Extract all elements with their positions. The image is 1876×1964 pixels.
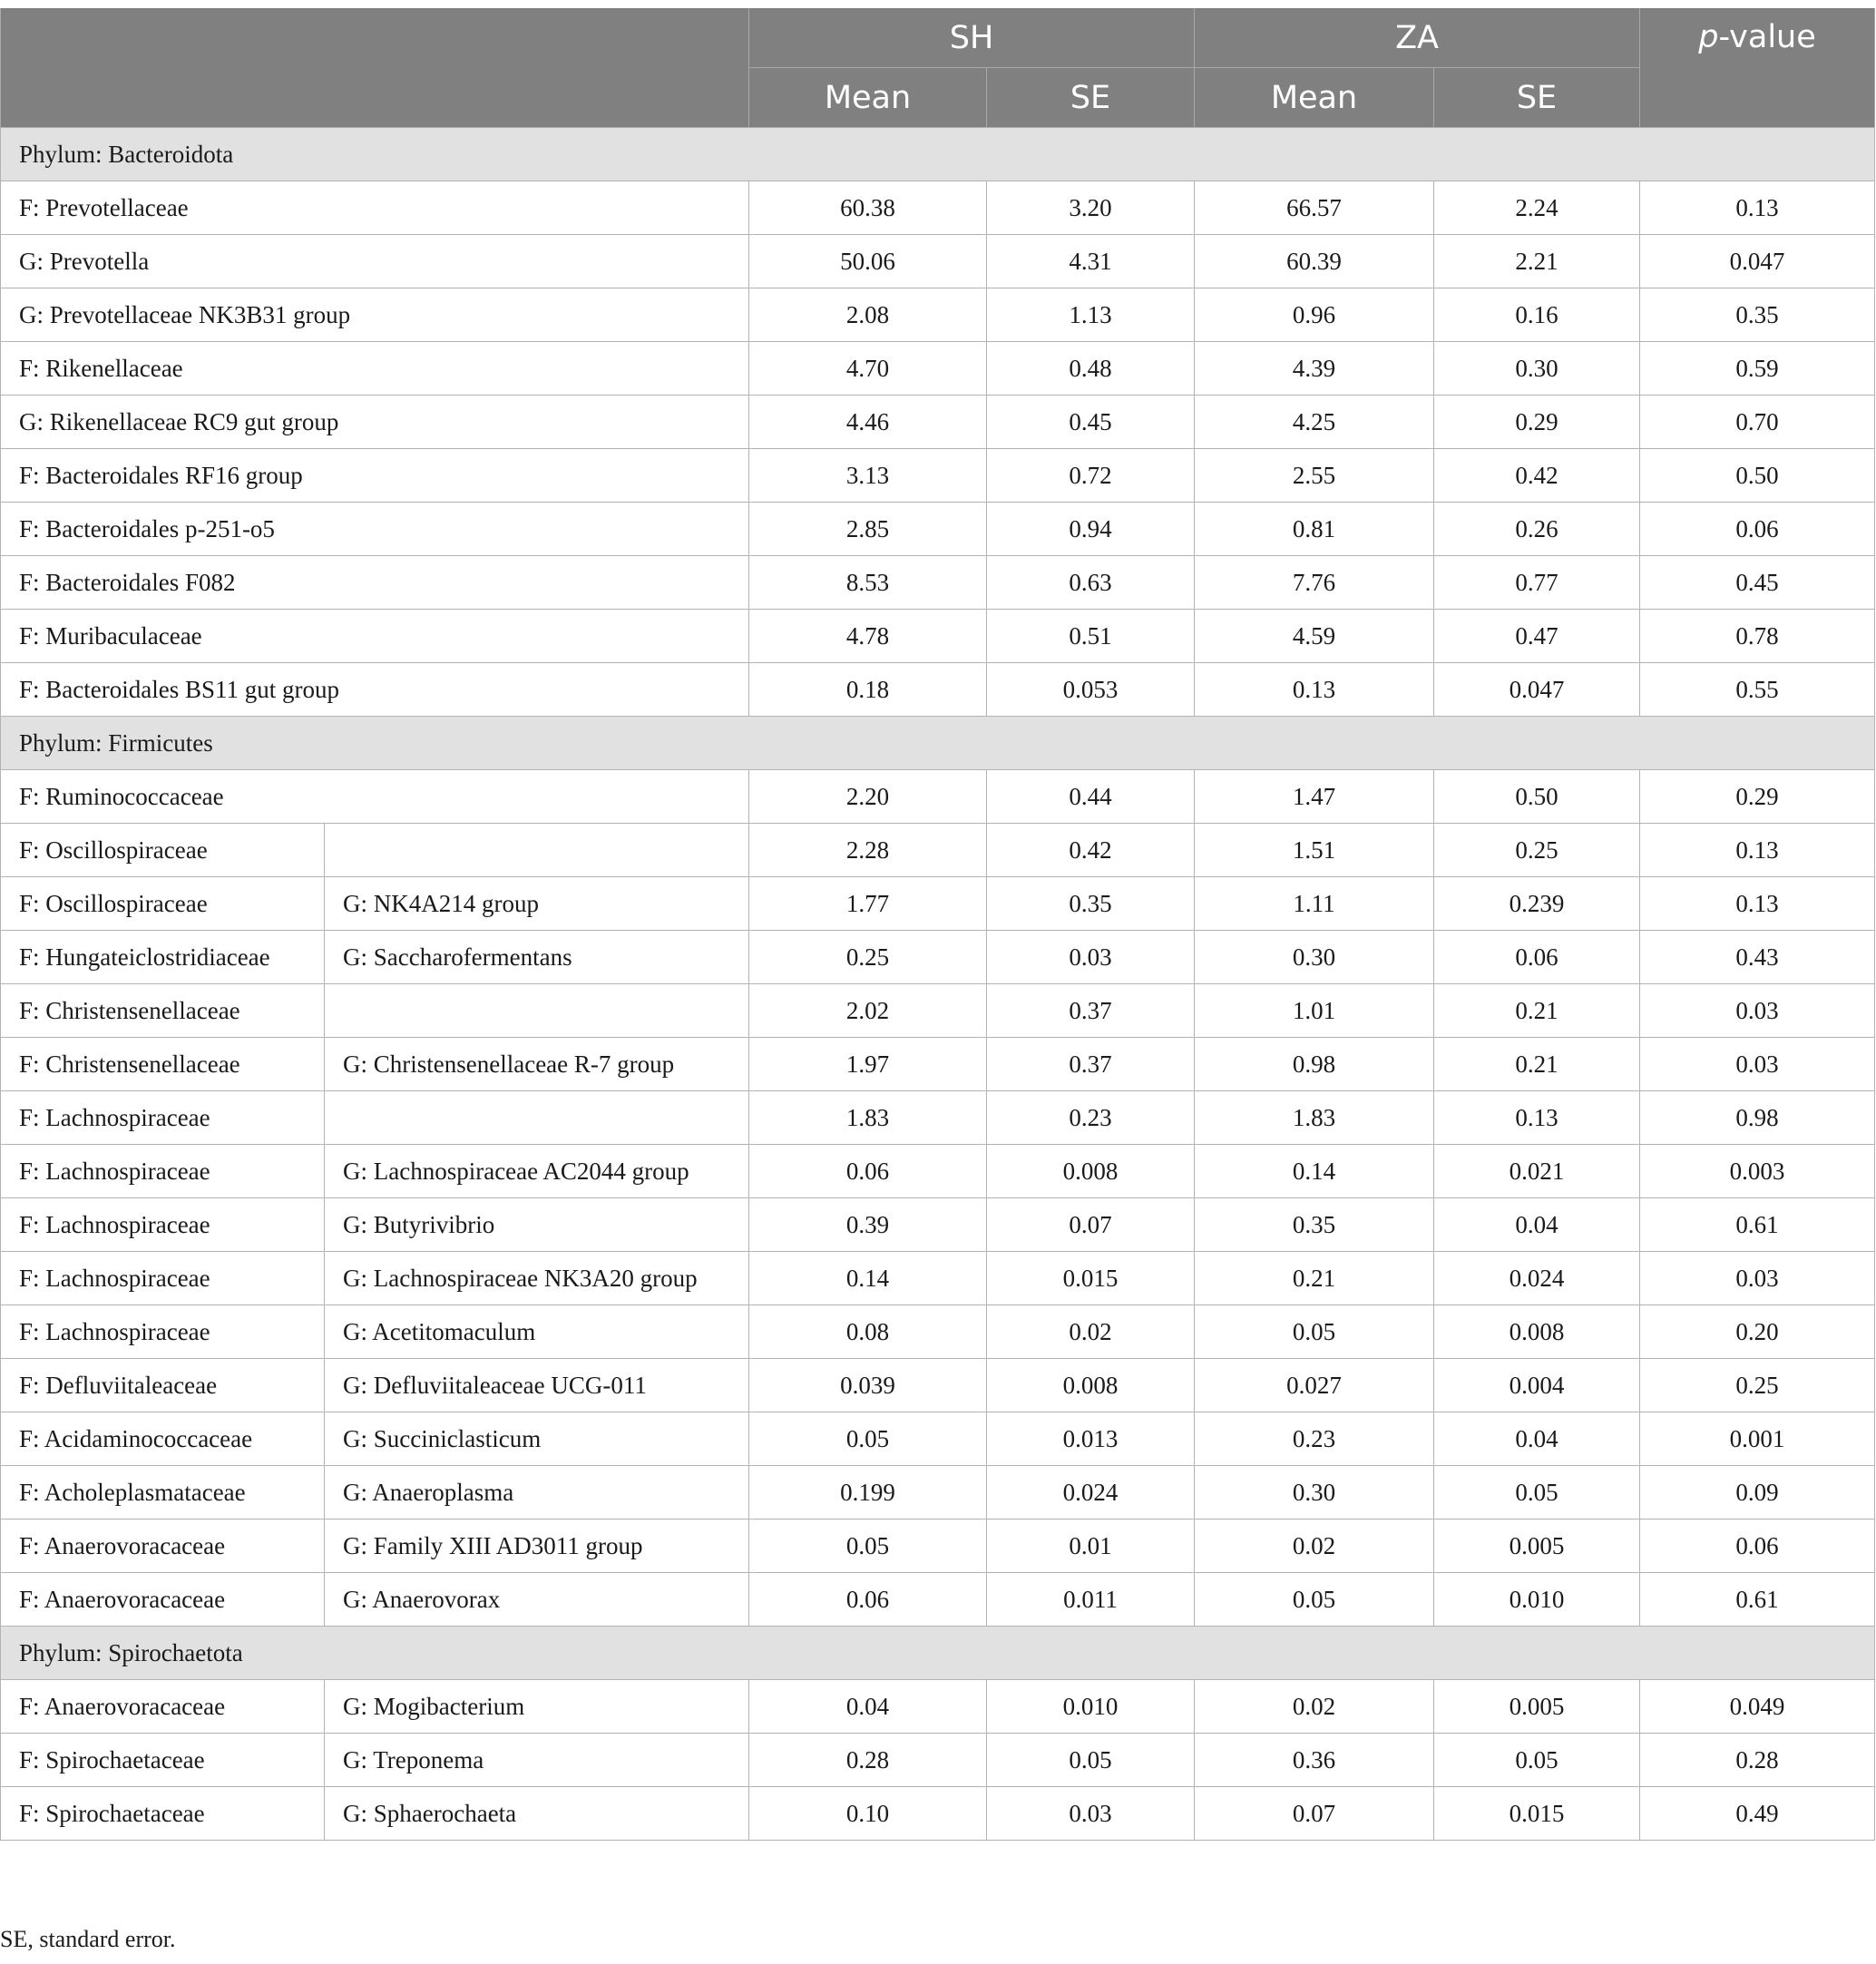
family-cell: F: Lachnospiraceae [1,1145,325,1198]
p-value-cell: 0.29 [1640,770,1875,824]
family-cell: F: Spirochaetaceae [1,1787,325,1841]
za-se-cell: 0.021 [1434,1145,1640,1198]
sh-se-cell: 0.05 [987,1734,1195,1787]
za-mean-cell: 4.59 [1195,610,1434,663]
p-value-cell: 0.03 [1640,1252,1875,1305]
table-row [1,877,1875,931]
za-mean-cell: 0.14 [1195,1145,1434,1198]
taxon-cell: G: Prevotella [1,235,749,288]
sh-mean-cell: 4.78 [749,610,987,663]
sh-se-cell: 0.35 [987,877,1195,931]
p-value-cell: 0.047 [1640,235,1875,288]
za-se-cell: 0.04 [1434,1198,1640,1252]
p-value-cell: 0.49 [1640,1787,1875,1841]
p-value-cell: 0.03 [1640,984,1875,1038]
sh-se-cell: 0.010 [987,1680,1195,1734]
sh-mean-cell: 3.13 [749,449,987,503]
za-mean-cell: 0.21 [1195,1252,1434,1305]
sh-mean-cell: 0.039 [749,1359,987,1412]
za-se-cell: 0.024 [1434,1252,1640,1305]
za-mean-cell: 1.01 [1195,984,1434,1038]
za-mean-cell: 0.05 [1195,1305,1434,1359]
taxon-cell: F: Bacteroidales F082 [1,556,749,610]
sh-mean-cell: 0.06 [749,1573,987,1627]
za-mean-cell: 4.25 [1195,396,1434,449]
za-se-cell: 0.50 [1434,770,1640,824]
za-mean-cell: 1.47 [1195,770,1434,824]
za-se-cell: 0.21 [1434,984,1640,1038]
genus-cell: G: Anaeroplasma [325,1466,749,1519]
za-se-cell: 0.21 [1434,1038,1640,1091]
p-value-cell: 0.98 [1640,1091,1875,1145]
table-row [1,1252,1875,1305]
p-value-cell: 0.59 [1640,342,1875,396]
sh-se-cell: 0.01 [987,1519,1195,1573]
za-mean-cell: 0.13 [1195,663,1434,717]
section-title: Phylum: Spirochaetota [1,1627,1875,1680]
genus-cell: G: Sphaerochaeta [325,1787,749,1841]
sh-se-cell: 0.053 [987,663,1195,717]
family-cell: F: Christensenellaceae [1,1038,325,1091]
sh-mean-cell: 4.70 [749,342,987,396]
za-se-cell: 0.25 [1434,824,1640,877]
sh-mean-cell: 2.02 [749,984,987,1038]
table-row [1,931,1875,984]
table-row [1,396,1875,449]
sh-se-cell: 0.23 [987,1091,1195,1145]
za-se-cell: 0.005 [1434,1519,1640,1573]
genus-cell: G: Lachnospiraceae AC2044 group [325,1145,749,1198]
za-mean-cell: 0.23 [1195,1412,1434,1466]
za-se-cell: 0.008 [1434,1305,1640,1359]
za-se-cell: 0.42 [1434,449,1640,503]
za-se-cell: 0.16 [1434,288,1640,342]
p-value-cell: 0.43 [1640,931,1875,984]
sh-se-cell: 0.94 [987,503,1195,556]
table-row [1,1680,1875,1734]
family-cell: F: Lachnospiraceae [1,1198,325,1252]
sh-se-cell: 0.011 [987,1573,1195,1627]
header-pvalue [1640,8,1875,128]
sh-se-cell: 0.07 [987,1198,1195,1252]
sh-mean-cell: 0.25 [749,931,987,984]
genus-cell: G: Defluviitaleaceae UCG-011 [325,1359,749,1412]
table-row [1,1305,1875,1359]
za-se-cell: 0.010 [1434,1573,1640,1627]
taxon-cell: G: Prevotellaceae NK3B31 group [1,288,749,342]
sh-mean-cell: 1.97 [749,1038,987,1091]
za-mean-cell: 0.96 [1195,288,1434,342]
p-value-cell: 0.61 [1640,1198,1875,1252]
data-table-container [0,8,1874,1841]
sh-se-cell: 0.03 [987,1787,1195,1841]
za-se-cell: 0.05 [1434,1466,1640,1519]
p-value-cell: 0.13 [1640,877,1875,931]
za-mean-cell: 0.05 [1195,1573,1434,1627]
sh-mean-cell: 60.38 [749,181,987,235]
sh-mean-cell: 0.39 [749,1198,987,1252]
family-cell: F: Anaerovoracaceae [1,1573,325,1627]
table-row [1,824,1875,877]
table-row [1,770,1875,824]
genus-cell [325,984,749,1038]
za-mean-cell: 0.98 [1195,1038,1434,1091]
genus-cell: G: Succiniclasticum [325,1412,749,1466]
table-row [1,288,1875,342]
za-se-cell: 0.77 [1434,556,1640,610]
sh-mean-cell: 0.04 [749,1680,987,1734]
sh-mean-cell: 0.18 [749,663,987,717]
family-cell: F: Lachnospiraceae [1,1091,325,1145]
header-za-se: SE [1434,68,1640,128]
p-value-cell: 0.13 [1640,181,1875,235]
za-se-cell: 0.47 [1434,610,1640,663]
sh-se-cell: 0.37 [987,984,1195,1038]
sh-mean-cell: 50.06 [749,235,987,288]
sh-se-cell: 0.013 [987,1412,1195,1466]
table-row [1,1787,1875,1841]
p-value-cell: 0.13 [1640,824,1875,877]
family-cell: F: Lachnospiraceae [1,1252,325,1305]
header-za-mean: Mean [1195,68,1434,128]
taxon-cell: F: Bacteroidales p-251-o5 [1,503,749,556]
sh-se-cell: 1.13 [987,288,1195,342]
table-header [1,8,1875,128]
za-mean-cell: 0.02 [1195,1519,1434,1573]
genus-cell: G: Lachnospiraceae NK3A20 group [325,1252,749,1305]
family-cell: F: Acholeplasmataceae [1,1466,325,1519]
p-value-cell: 0.78 [1640,610,1875,663]
za-mean-cell: 4.39 [1195,342,1434,396]
za-se-cell: 0.06 [1434,931,1640,984]
sh-mean-cell: 0.05 [749,1412,987,1466]
za-mean-cell: 2.55 [1195,449,1434,503]
za-se-cell: 0.29 [1434,396,1640,449]
za-se-cell: 0.005 [1434,1680,1640,1734]
table-row [1,181,1875,235]
za-se-cell: 0.30 [1434,342,1640,396]
sh-mean-cell: 1.77 [749,877,987,931]
section-header-row [1,1627,1875,1680]
genus-cell [325,1091,749,1145]
sh-se-cell: 0.51 [987,610,1195,663]
header-sh-mean: Mean [749,68,987,128]
sh-mean-cell: 2.28 [749,824,987,877]
za-mean-cell: 1.11 [1195,877,1434,931]
sh-mean-cell: 4.46 [749,396,987,449]
taxon-cell: F: Bacteroidales RF16 group [1,449,749,503]
family-cell: F: Oscillospiraceae [1,824,325,877]
sh-se-cell: 0.72 [987,449,1195,503]
footnote: SE, standard error. [0,1926,176,1952]
genus-cell: G: Treponema [325,1734,749,1787]
table-row [1,1091,1875,1145]
sh-se-cell: 0.008 [987,1359,1195,1412]
family-cell: F: Lachnospiraceae [1,1305,325,1359]
p-value-cell: 0.003 [1640,1145,1875,1198]
sh-se-cell: 3.20 [987,181,1195,235]
sh-mean-cell: 1.83 [749,1091,987,1145]
table-row [1,503,1875,556]
p-value-cell: 0.28 [1640,1734,1875,1787]
za-mean-cell: 0.027 [1195,1359,1434,1412]
sh-se-cell: 0.015 [987,1252,1195,1305]
genus-cell: G: Family XIII AD3011 group [325,1519,749,1573]
za-mean-cell: 1.83 [1195,1091,1434,1145]
genus-cell: G: Christensenellaceae R-7 group [325,1038,749,1091]
abundance-table [0,8,1875,1841]
p-value-cell: 0.61 [1640,1573,1875,1627]
section-header-row [1,128,1875,181]
table-row [1,1573,1875,1627]
za-mean-cell: 0.02 [1195,1680,1434,1734]
section-title: Phylum: Bacteroidota [1,128,1875,181]
sh-mean-cell: 0.10 [749,1787,987,1841]
za-se-cell: 0.05 [1434,1734,1640,1787]
za-se-cell: 0.047 [1434,663,1640,717]
table-row [1,449,1875,503]
header-pvalue-rest: -value [1718,19,1816,55]
za-se-cell: 0.13 [1434,1091,1640,1145]
za-mean-cell: 66.57 [1195,181,1434,235]
section-header-row [1,717,1875,770]
table-row [1,1412,1875,1466]
p-value-cell: 0.20 [1640,1305,1875,1359]
p-value-cell: 0.55 [1640,663,1875,717]
sh-se-cell: 0.02 [987,1305,1195,1359]
sh-mean-cell: 0.05 [749,1519,987,1573]
za-mean-cell: 7.76 [1195,556,1434,610]
za-mean-cell: 0.30 [1195,1466,1434,1519]
za-mean-cell: 0.07 [1195,1787,1434,1841]
family-cell: F: Anaerovoracaceae [1,1519,325,1573]
sh-se-cell: 0.008 [987,1145,1195,1198]
za-mean-cell: 0.35 [1195,1198,1434,1252]
sh-se-cell: 0.37 [987,1038,1195,1091]
header-group-sh: SH [749,8,1195,68]
family-cell: F: Defluviitaleaceae [1,1359,325,1412]
za-mean-cell: 0.30 [1195,931,1434,984]
p-value-cell: 0.001 [1640,1412,1875,1466]
za-mean-cell: 1.51 [1195,824,1434,877]
p-value-cell: 0.06 [1640,503,1875,556]
family-cell: F: Hungateiclostridiaceae [1,931,325,984]
sh-se-cell: 0.44 [987,770,1195,824]
p-value-cell: 0.09 [1640,1466,1875,1519]
sh-mean-cell: 2.20 [749,770,987,824]
taxon-cell: G: Rikenellaceae RC9 gut group [1,396,749,449]
table-row [1,1734,1875,1787]
sh-mean-cell: 2.85 [749,503,987,556]
sh-se-cell: 0.024 [987,1466,1195,1519]
genus-cell: G: Acetitomaculum [325,1305,749,1359]
taxon-cell: F: Prevotellaceae [1,181,749,235]
table-row [1,984,1875,1038]
za-se-cell: 0.004 [1434,1359,1640,1412]
family-cell: F: Acidaminococcaceae [1,1412,325,1466]
sh-mean-cell: 2.08 [749,288,987,342]
p-value-cell: 0.25 [1640,1359,1875,1412]
sh-se-cell: 0.42 [987,824,1195,877]
p-value-cell: 0.06 [1640,1519,1875,1573]
table-row [1,342,1875,396]
table-row [1,1466,1875,1519]
p-value-cell: 0.70 [1640,396,1875,449]
sh-se-cell: 0.48 [987,342,1195,396]
sh-mean-cell: 0.28 [749,1734,987,1787]
genus-cell: G: NK4A214 group [325,877,749,931]
genus-cell: G: Saccharofermentans [325,931,749,984]
header-taxon-blank [1,8,749,128]
sh-mean-cell: 0.199 [749,1466,987,1519]
taxon-cell: F: Rikenellaceae [1,342,749,396]
p-value-cell: 0.049 [1640,1680,1875,1734]
sh-mean-cell: 0.14 [749,1252,987,1305]
table-body [1,128,1875,1841]
p-value-cell: 0.50 [1640,449,1875,503]
table-row [1,610,1875,663]
header-sh-se: SE [987,68,1195,128]
sh-se-cell: 0.03 [987,931,1195,984]
table-row [1,663,1875,717]
table-row [1,235,1875,288]
table-row [1,556,1875,610]
table-row [1,1145,1875,1198]
za-mean-cell: 60.39 [1195,235,1434,288]
genus-cell: G: Mogibacterium [325,1680,749,1734]
family-cell: F: Christensenellaceae [1,984,325,1038]
genus-cell: G: Butyrivibrio [325,1198,749,1252]
za-se-cell: 2.24 [1434,181,1640,235]
sh-se-cell: 0.45 [987,396,1195,449]
za-se-cell: 0.015 [1434,1787,1640,1841]
genus-cell [325,824,749,877]
sh-se-cell: 0.63 [987,556,1195,610]
taxon-cell: F: Bacteroidales BS11 gut group [1,663,749,717]
za-se-cell: 0.26 [1434,503,1640,556]
sh-mean-cell: 0.06 [749,1145,987,1198]
sh-mean-cell: 8.53 [749,556,987,610]
za-mean-cell: 0.36 [1195,1734,1434,1787]
section-title: Phylum: Firmicutes [1,717,1875,770]
family-cell: F: Oscillospiraceae [1,877,325,931]
header-pvalue-italic: p [1698,19,1719,55]
family-cell: F: Spirochaetaceae [1,1734,325,1787]
family-cell: F: Anaerovoracaceae [1,1680,325,1734]
table-row [1,1198,1875,1252]
taxon-cell: F: Ruminococcaceae [1,770,749,824]
sh-mean-cell: 0.08 [749,1305,987,1359]
table-row [1,1519,1875,1573]
za-se-cell: 2.21 [1434,235,1640,288]
p-value-cell: 0.35 [1640,288,1875,342]
sh-se-cell: 4.31 [987,235,1195,288]
za-se-cell: 0.239 [1434,877,1640,931]
header-group-za: ZA [1195,8,1640,68]
p-value-cell: 0.03 [1640,1038,1875,1091]
za-se-cell: 0.04 [1434,1412,1640,1466]
genus-cell: G: Anaerovorax [325,1573,749,1627]
za-mean-cell: 0.81 [1195,503,1434,556]
p-value-cell: 0.45 [1640,556,1875,610]
table-row [1,1359,1875,1412]
taxon-cell: F: Muribaculaceae [1,610,749,663]
table-row [1,1038,1875,1091]
